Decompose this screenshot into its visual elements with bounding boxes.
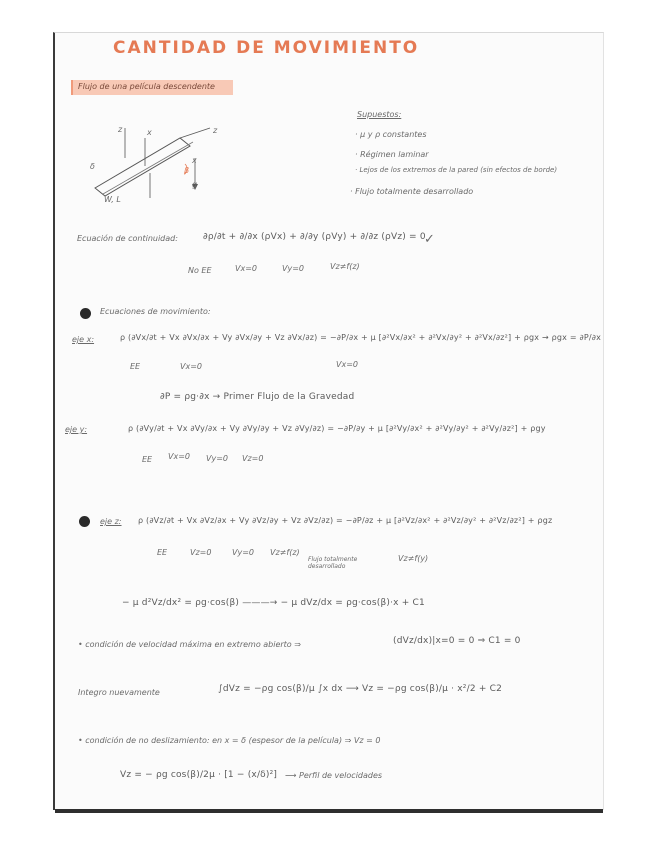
axis-x-label: eje x: [72,335,95,344]
diagram-label-delta: δ [90,162,95,171]
motion-label: Ecuaciones de movimiento: [100,307,211,316]
final-note: ⟶ Perfil de velocidades [285,771,383,780]
assumption-item: · Flujo totalmente desarrollado [350,187,474,196]
z-note: EE [157,548,168,557]
y-note: Vx=0 [168,452,190,461]
assumptions-heading: Supuestos: [357,110,402,119]
x-note: Vx=0 [336,360,358,369]
diagram-label-beta: β [184,166,190,175]
final-equation: Vz = − ρg cos(β)/2μ · [1 − (x/δ)²] [120,770,278,780]
assumption-item: · Lejos de los extremos de la pared (sin efectos de borde) [355,166,558,174]
continuity-note: Vz≠f(z) [330,262,360,271]
continuity-label: Ecuación de continuidad: [77,234,178,243]
check-mark-icon: ✓ [424,232,435,247]
section-bullet [80,308,91,319]
diagram-label-z1: z [118,125,123,134]
axis-y-label: eje y: [65,425,88,434]
y-note: EE [142,455,153,464]
y-note: Vy=0 [206,454,228,463]
continuity-note: No EE [188,266,212,275]
z-note: Flujo totalmente desarrollado [308,556,358,570]
section-bullet [79,516,90,527]
x-note: EE [130,362,141,371]
z-note: Vz≠f(z) [270,548,300,557]
diagram-label-z2: z [213,126,218,135]
z-note: Vz=0 [190,548,212,557]
integrate-equation: ∫dVz = −ρg cos(β)/μ ∫x dx ⟶ Vz = −ρg cos(β)/μ · x²/2 + C2 [218,684,503,694]
derivation-step1: − μ d²Vz/dx² = ρg·cos(β) ———→ − μ dVz/dx = ρg·cos(β)·x + C1 [122,598,425,608]
page-title: CANTIDAD DE MOVIMIENTO [113,38,420,58]
diagram-label-x2: x [192,156,197,165]
z-note: Vz≠f(y) [398,554,429,563]
bc1-result: (dVz/dx)|x=0 = 0 ⇒ C1 = 0 [393,636,521,646]
page-bottom-edge [55,809,603,813]
continuity-note: Vy=0 [282,264,304,273]
diagram-label-g: g [192,180,198,189]
y-note: Vz=0 [242,454,264,463]
x-note: Vx=0 [180,362,202,371]
diagram-label-wl: W, L [104,195,121,204]
assumption-item: · μ y ρ constantes [355,130,427,139]
x-motion-equation: ρ (∂Vx/∂t + Vx ∂Vx/∂x + Vy ∂Vx/∂y + Vz ∂Vx/∂z) = −∂P/∂x + μ [∂²Vx/∂x² + ∂²Vx/∂y² + ∂²Vx/∂z²] + ρgx → ρgx = ∂P/∂x [120,333,602,342]
bc1-label: • condición de velocidad máxima en extremo abierto ⇒ [78,640,301,649]
bc2-label: • condición de no deslizamiento: en x = δ (espesor de la película) ⇒ Vz = 0 [78,736,381,745]
diagram-label-x1: x [147,128,152,137]
axis-z-label: eje z: [100,517,122,526]
z-motion-equation: ρ (∂Vz/∂t + Vx ∂Vz/∂x + Vy ∂Vz/∂y + Vz ∂Vz/∂z) = −∂P/∂z + μ [∂²Vz/∂x² + ∂²Vz/∂y² + ∂²Vz/∂z²] + ρgz [138,516,553,525]
pressure-note: ∂P = ρg·∂x → Primer Flujo de la Gravedad [160,392,355,402]
y-motion-equation: ρ (∂Vy/∂t + Vx ∂Vy/∂x + Vy ∂Vy/∂y + Vz ∂Vy/∂z) = −∂P/∂y + μ [∂²Vy/∂x² + ∂²Vy/∂y² + ∂²Vy/∂z²] + ρgy [128,424,546,433]
continuity-note: Vx=0 [235,264,257,273]
z-note: Vy=0 [232,548,254,557]
page-subtitle: Flujo de una película descendente [78,82,215,91]
integrate-label: Integro nuevamente [78,688,160,697]
assumption-item: · Régimen laminar [355,150,429,159]
continuity-equation: ∂ρ/∂t + ∂/∂x (ρVx) + ∂/∂y (ρVy) + ∂/∂z (ρVz) = 0 [203,232,426,242]
